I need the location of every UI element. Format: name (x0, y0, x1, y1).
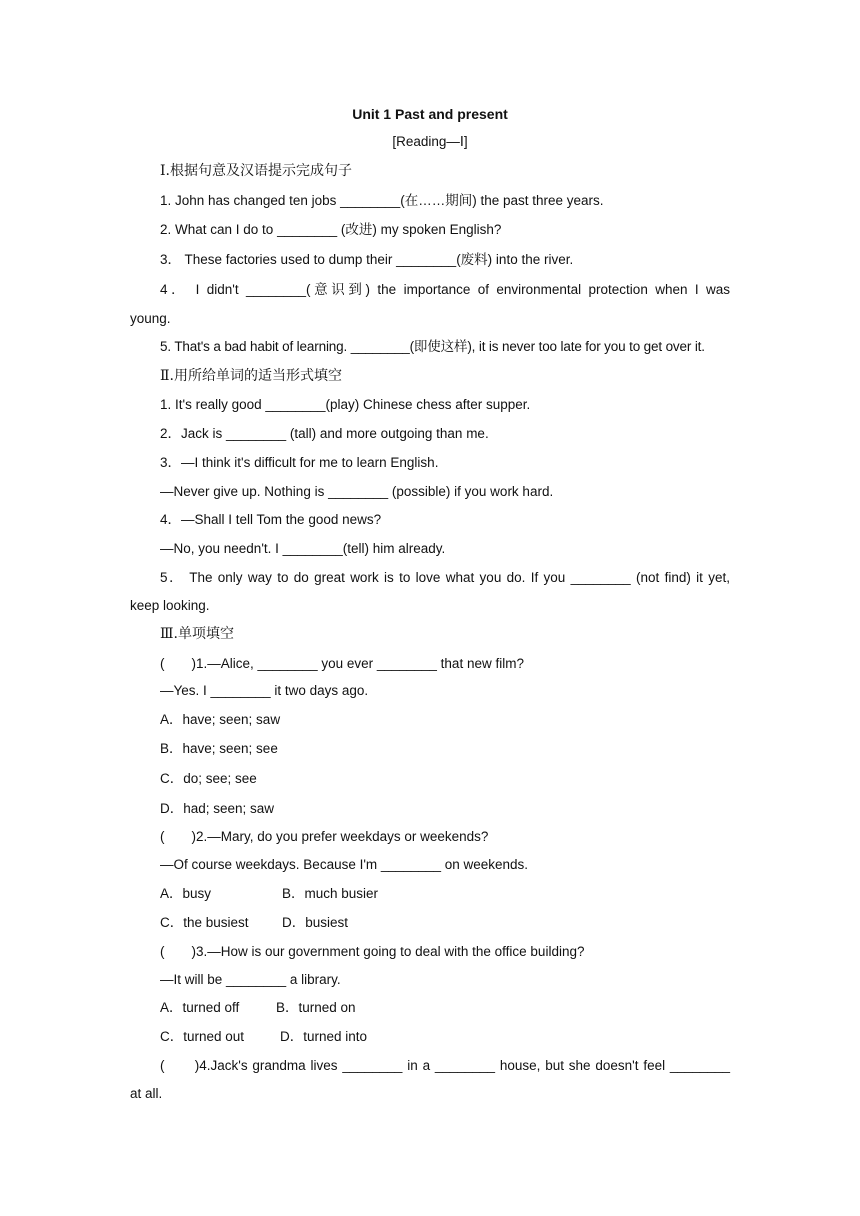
section-1-item-3: 3． These factories used to dump their ________(废料) into the river. (160, 252, 574, 267)
section-3-heading: Ⅲ.单项填空 (160, 626, 234, 642)
question-3-stem: ( )3.—How is our government going to deal with the office building? (160, 944, 585, 959)
section-2-heading: Ⅱ.用所给单词的适当形式填空 (160, 368, 342, 384)
section-1-item-5: 5. That's a bad habit of learning. ________(即使这样), it is never too late for you to get over it. (160, 339, 705, 354)
question-1-reply: —Yes. I ________ it two days ago. (160, 683, 369, 698)
section-1-item-4: 4． I didn't ________(意识到) the importance of environmental protection when I was (160, 282, 730, 297)
question-3-reply: —It will be ________ a library. (160, 972, 341, 987)
question-2-reply: —Of course weekdays. Because I'm ________ on weekends. (160, 857, 529, 872)
section-2-item-5-cont: keep looking. (130, 598, 210, 613)
question-4-stem: ( )4.Jack's grandma lives ________ in a ________ house, but she doesn't feel ________ (160, 1058, 730, 1073)
section-1-heading: Ⅰ.根据句意及汉语提示完成句子 (160, 163, 352, 179)
question-2-option-b: B．much busier (282, 886, 379, 901)
section-2-item-2: 2．Jack is ________ (tall) and more outgoing than me. (160, 426, 489, 441)
document-subtitle: [Reading—Ⅰ] (392, 134, 468, 149)
question-3-option-d: D．turned into (280, 1029, 368, 1044)
question-3-option-c: C．turned out (160, 1029, 245, 1044)
question-2-option-c: C．the busiest (160, 915, 249, 930)
document-title: Unit 1 Past and present (352, 106, 508, 122)
section-1-item-4-cont: young. (130, 311, 171, 326)
question-2-options-row-2 (160, 913, 730, 933)
section-2-item-3: 3．—I think it's difficult for me to learn English. (160, 455, 439, 470)
section-2-item-3-reply: —Never give up. Nothing is ________ (possible) if you work hard. (160, 484, 554, 499)
question-1-option-d: D．had; seen; saw (160, 801, 275, 816)
question-1-option-c: C．do; see; see (160, 771, 257, 786)
question-2-stem: ( )2.—Mary, do you prefer weekdays or weekends? (160, 829, 489, 844)
question-3-options-row-1 (160, 998, 730, 1018)
question-3-option-a: A．turned off (160, 1000, 240, 1015)
section-1-item-2: 2. What can I do to ________ (改进) my spoken English? (160, 222, 502, 237)
question-4-stem-cont: at all. (130, 1086, 163, 1101)
question-1-stem: ( )1.—Alice, ________ you ever ________ that new film? (160, 656, 524, 671)
section-2-item-4: 4．—Shall I tell Tom the good news? (160, 512, 382, 527)
question-1-option-a: A．have; seen; saw (160, 712, 281, 727)
section-2-item-5: 5． The only way to do great work is to love what you do. If you ________ (not find) it yet, (160, 570, 730, 585)
question-2-options-row-1 (160, 884, 730, 904)
section-1-item-1: 1. John has changed ten jobs ________(在……期间) the past three years. (160, 193, 604, 208)
question-2-option-a: A．busy (160, 886, 212, 901)
question-3-options-row-2 (160, 1027, 730, 1047)
question-2-option-d: D．busiest (282, 915, 349, 930)
question-3-option-b: B．turned on (276, 1000, 356, 1015)
question-1-option-b: B．have; seen; see (160, 741, 278, 756)
section-2-item-4-reply: —No, you needn't. I ________(tell) him already. (160, 541, 446, 556)
section-2-item-1: 1. It's really good ________(play) Chinese chess after supper. (160, 397, 531, 412)
